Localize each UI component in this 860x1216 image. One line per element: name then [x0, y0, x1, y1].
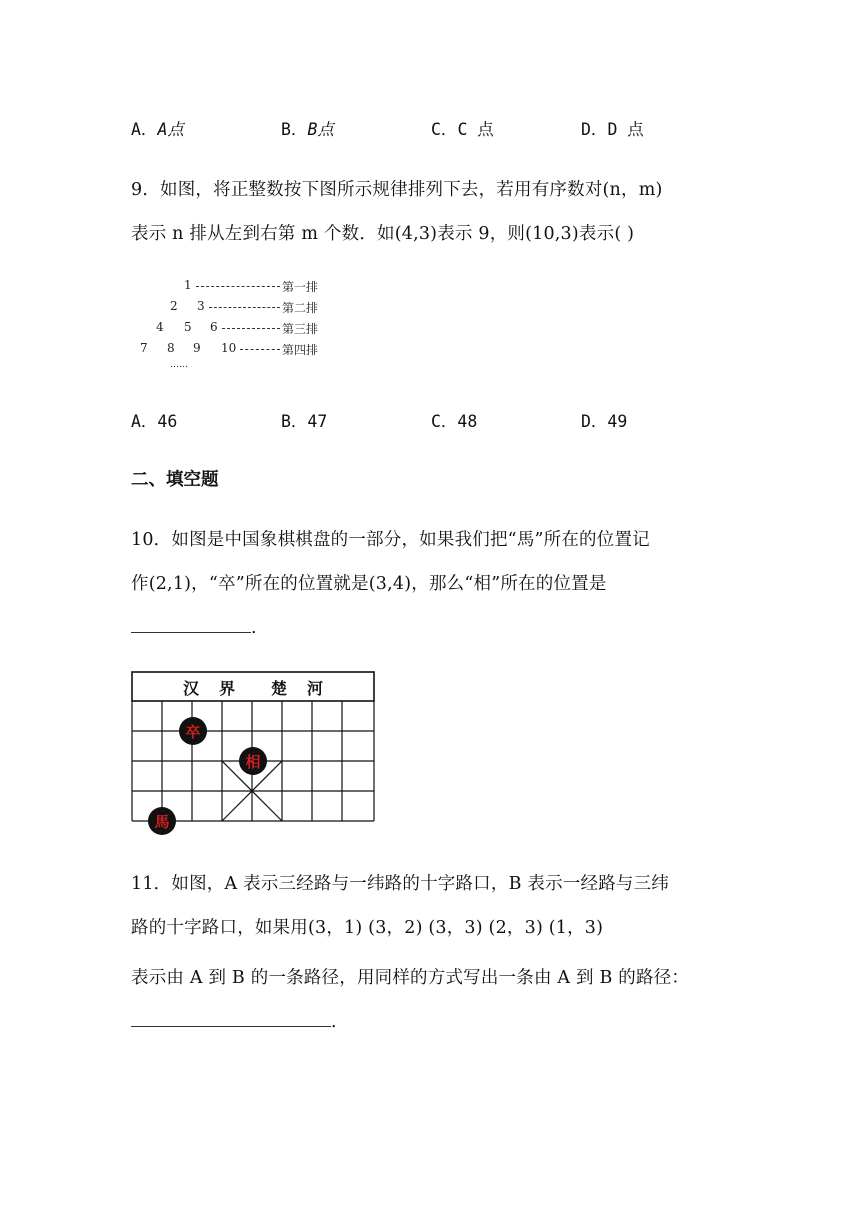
period: .	[331, 1012, 337, 1032]
answer-blank[interactable]	[131, 1008, 331, 1027]
q9-line-2: 表示 n 排从左到右第 m 个数．如(4,3)表示 9，则(10,3)表示( )	[131, 224, 635, 244]
dashed-leader	[196, 286, 280, 287]
triangle-number: 1	[184, 278, 192, 292]
section-heading: 二、填空题	[131, 470, 219, 490]
q9-option-b: B．47	[281, 412, 328, 431]
river-char: 汉	[183, 679, 200, 698]
row-label: 第二排	[282, 301, 319, 315]
q11-line-4	[131, 1008, 337, 1032]
option-value: C 点	[457, 120, 494, 139]
dashed-leader	[240, 349, 280, 350]
answer-blank[interactable]	[131, 614, 251, 633]
q9-option-d: D．49	[581, 412, 628, 431]
q9-line-1: 9．如图，将正整数按下图所示规律排列下去，若用有序数对(n，m)	[131, 180, 663, 200]
q9-number-triangle-figure	[130, 272, 340, 382]
q10-line-2: 作(2,1)，“卒”所在的位置就是(3,4)，那么“相”所在的位置是	[131, 574, 607, 594]
row-label: 第三排	[282, 322, 319, 336]
q8-option-d	[581, 116, 644, 140]
triangle-number: 2	[170, 299, 178, 313]
triangle-number: 8	[167, 341, 175, 355]
ellipsis: ……	[170, 360, 188, 370]
q8-option-c	[431, 116, 494, 140]
option-letter: B．	[281, 120, 308, 139]
option-letter: D．	[581, 120, 608, 139]
q9-option-a: A．46	[131, 412, 178, 431]
q11-line-2: 路的十字路口，如果用(3，1) (3，2) (3，3) (2，3) (1，3)	[131, 918, 604, 938]
row-label: 第四排	[282, 343, 319, 357]
triangle-number: 5	[184, 320, 192, 334]
triangle-number: 4	[156, 320, 164, 334]
river-char: 界	[219, 679, 236, 698]
triangle-number: 10	[221, 341, 237, 355]
option-value: A点	[157, 120, 184, 139]
triangle-number: 6	[210, 320, 218, 334]
chess-piece-elephant: 相	[239, 747, 267, 775]
dashed-leader	[222, 328, 280, 329]
dashed-leader	[209, 307, 280, 308]
period: .	[251, 618, 257, 638]
q8-option-a	[131, 116, 184, 140]
triangle-number: 3	[197, 299, 205, 313]
q10-line-3	[131, 614, 257, 638]
river-char: 河	[307, 679, 324, 698]
chess-piece-soldier: 卒	[179, 717, 207, 745]
chess-board-figure	[131, 671, 375, 835]
q8-option-b	[281, 116, 334, 140]
triangle-number: 7	[140, 341, 148, 355]
option-value: B点	[307, 120, 334, 139]
option-letter: C．	[431, 120, 458, 139]
river-char: 楚	[271, 679, 288, 698]
triangle-number: 9	[193, 341, 201, 355]
q11-line-1: 11．如图，A 表示三经路与一纬路的十字路口，B 表示一经路与三纬	[131, 874, 669, 894]
row-label: 第一排	[282, 280, 319, 294]
q10-line-1: 10．如图是中国象棋棋盘的一部分，如果我们把“馬”所在的位置记	[131, 530, 650, 550]
option-letter: A．	[131, 120, 158, 139]
chess-piece-horse: 馬	[148, 807, 176, 835]
option-value: D 点	[607, 120, 644, 139]
q11-line-3: 表示由 A 到 B 的一条路径，用同样的方式写出一条由 A 到 B 的路径：	[131, 968, 690, 988]
q9-option-c: C．48	[431, 412, 478, 431]
